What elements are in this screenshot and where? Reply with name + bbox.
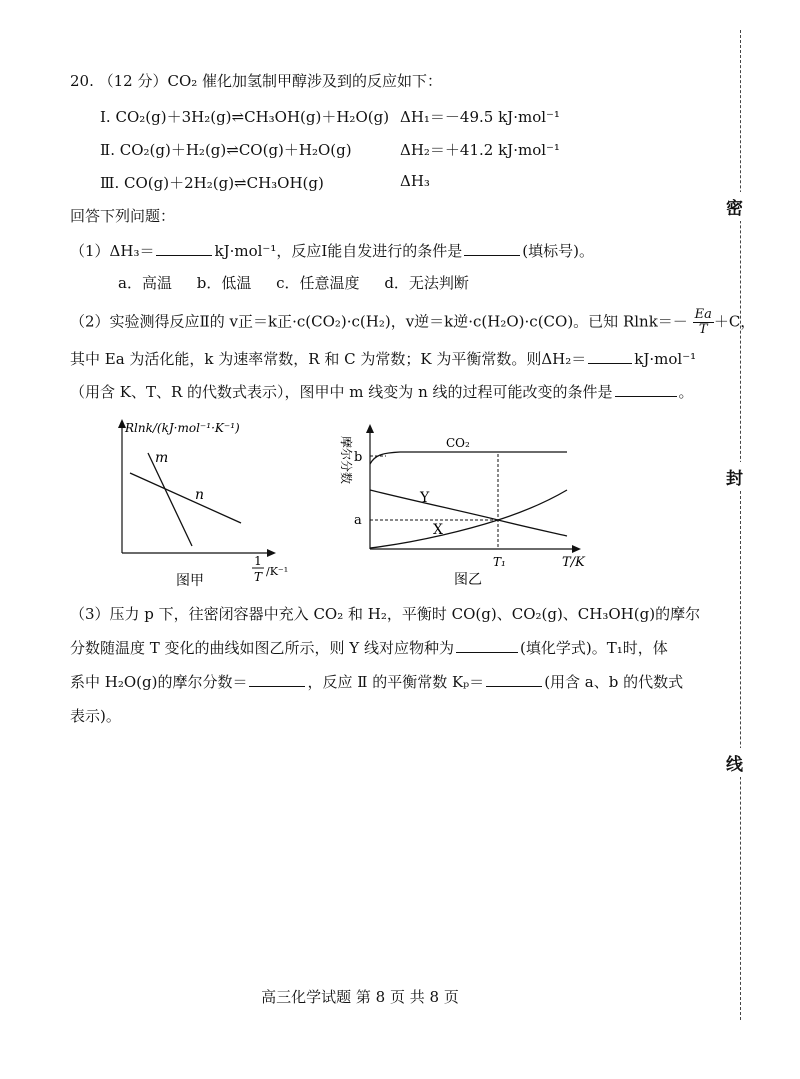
q2-line-1 bbox=[70, 308, 755, 337]
reaction-equation: CO(g)＋2H₂(g)⇌CH₃OH(g) bbox=[124, 174, 324, 192]
reaction-equation: CO₂(g)＋3H₂(g)⇌CH₃OH(g)＋H₂O(g) bbox=[115, 108, 390, 126]
question-intro: （12 分）CO₂ 催化加氢制甲醇涉及到的反应如下： bbox=[98, 72, 443, 90]
q3-line-2 bbox=[70, 637, 668, 658]
frac-num: Ea bbox=[694, 307, 712, 322]
fig-a-caption: 图甲 bbox=[176, 573, 204, 589]
q1-blank-1[interactable] bbox=[156, 241, 212, 256]
q2-line-3 bbox=[70, 381, 694, 402]
reaction-label: Ⅰ. bbox=[100, 108, 111, 126]
fig-a-ylabel: Rlnk/(kJ·mol⁻¹·K⁻¹) bbox=[125, 421, 240, 435]
q2-text: （用含 K、T、R 的代数式表示），图甲中 m 线变为 n 线的过程可能改变的条件是 bbox=[70, 383, 613, 401]
page-footer: 高三化学试题 第 8 页 共 8 页 bbox=[261, 988, 459, 1006]
q3-text: 分数随温度 T 变化的曲线如图乙所示，则 Y 线对应物种为 bbox=[70, 639, 454, 657]
reaction-1 bbox=[100, 106, 700, 127]
fig-a-xlabel-den: T bbox=[253, 570, 263, 584]
reaction-enthalpy: ΔH₂＝＋41.2 kJ·mol⁻¹ bbox=[400, 141, 560, 159]
fig-b-xlabel: T/K bbox=[562, 555, 585, 570]
q3-text: 系中 H₂O(g)的摩尔分数＝ bbox=[70, 673, 248, 691]
q3-line-3 bbox=[70, 671, 683, 692]
reaction-enthalpy: ΔH₃ bbox=[400, 172, 430, 190]
q1-mid: kJ·mol⁻¹，反应Ⅰ能自发进行的条件是 bbox=[214, 242, 463, 260]
fig-b-caption: 图乙 bbox=[454, 572, 482, 588]
fig-b-curve-x bbox=[370, 490, 567, 548]
q2-line-2 bbox=[70, 348, 696, 369]
fig-b-tick-b: b bbox=[354, 450, 363, 465]
fig-b-label-co2: CO₂ bbox=[446, 436, 470, 450]
q2-text: （2）实验测得反应Ⅱ的 v正＝k正·c(CO₂)·c(H₂)，v逆＝k逆·c(H₂O)·c(CO)。已知 Rlnk＝－ bbox=[70, 312, 688, 331]
fig-a-line-n bbox=[130, 473, 241, 523]
fig-b-label-x: X bbox=[433, 522, 443, 538]
margin-char-feng: 封 bbox=[726, 462, 743, 491]
frac-den: T bbox=[698, 322, 708, 337]
q2-blank-2[interactable] bbox=[615, 382, 677, 397]
q3-blank-1[interactable] bbox=[456, 638, 518, 653]
reaction-equation: CO₂(g)＋H₂(g)⇌CO(g)＋H₂O(g) bbox=[119, 141, 352, 159]
fig-a-x-arrow bbox=[267, 549, 276, 557]
fig-b-tick-t1: T₁ bbox=[493, 555, 506, 569]
fig-b-label-y: Y bbox=[420, 490, 430, 506]
fig-a-xlabel-num: 1 bbox=[254, 554, 262, 568]
q1-suffix: (填标号)。 bbox=[522, 242, 594, 260]
figure-a bbox=[100, 415, 300, 590]
q1-line bbox=[70, 240, 594, 261]
q3-blank-2[interactable] bbox=[249, 672, 305, 687]
reaction-3 bbox=[100, 172, 700, 193]
q3-line-4: 表示)。 bbox=[70, 707, 121, 725]
margin-char-xian: 线 bbox=[726, 748, 743, 777]
fig-a-label-n: n bbox=[195, 487, 205, 503]
reaction-label: Ⅲ. bbox=[100, 174, 120, 192]
q3-line-1: （3）压力 p 下，往密闭容器中充入 CO₂ 和 H₂，平衡时 CO(g)、CO₂(g)、CH₃OH(g)的摩尔 bbox=[70, 605, 701, 623]
q2-end: 。 bbox=[678, 383, 694, 401]
q1-blank-2[interactable] bbox=[464, 241, 520, 256]
activation-fraction bbox=[693, 308, 714, 337]
q3-text-2: ，反应 Ⅱ 的平衡常数 Kₚ＝ bbox=[307, 673, 485, 691]
q2-unit: kJ·mol⁻¹ bbox=[634, 350, 697, 368]
question-number: 20. bbox=[70, 72, 94, 90]
reaction-enthalpy: ΔH₁＝－49.5 kJ·mol⁻¹ bbox=[400, 108, 560, 126]
option-a[interactable]: a．高温 bbox=[118, 274, 172, 292]
q3-blank-3[interactable] bbox=[486, 672, 542, 687]
fig-a-line-m bbox=[148, 453, 192, 546]
prompt: 回答下列问题： bbox=[70, 207, 176, 225]
fig-b-x-arrow bbox=[572, 545, 581, 553]
margin-char-mi: 密 bbox=[726, 192, 743, 221]
fig-b-y-arrow bbox=[366, 424, 374, 433]
reaction-2 bbox=[100, 139, 700, 160]
binding-dashed-line bbox=[740, 30, 741, 1020]
q3-text-3: (用含 a、b 的代数式 bbox=[544, 673, 684, 691]
fig-b-curve-co2 bbox=[370, 452, 567, 464]
option-c[interactable]: c．任意温度 bbox=[276, 274, 360, 292]
option-d[interactable]: d．无法判断 bbox=[384, 274, 469, 292]
q1-prefix: （1）ΔH₃＝ bbox=[70, 242, 155, 260]
q3-text-2: (填化学式)。T₁时，体 bbox=[519, 639, 668, 657]
fig-b-tick-a: a bbox=[354, 513, 362, 528]
q2-blank-1[interactable] bbox=[588, 349, 632, 364]
fig-a-label-m: m bbox=[155, 450, 169, 466]
q2-text: 其中 Ea 为活化能，k 为速率常数，R 和 C 为常数；K 为平衡常数。则ΔH₂＝ bbox=[70, 350, 587, 368]
question-header bbox=[70, 70, 442, 91]
option-b[interactable]: b．低温 bbox=[196, 274, 252, 292]
q2-text-end: ＋C， bbox=[713, 312, 756, 331]
fig-a-xunit: /K⁻¹ bbox=[266, 565, 289, 578]
figure-b bbox=[330, 418, 600, 590]
fig-b-ylabel: 摩尔分数 bbox=[339, 436, 353, 485]
q1-options bbox=[118, 272, 489, 293]
reaction-label: Ⅱ. bbox=[100, 141, 115, 159]
